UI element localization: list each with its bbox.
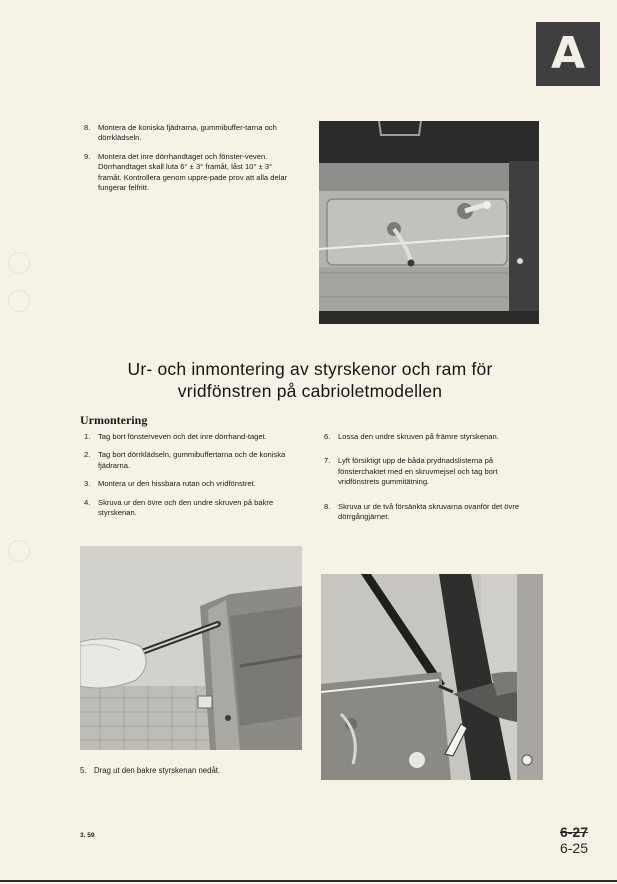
- door-panel-photo: [319, 121, 539, 324]
- step-text: Montera ur den hissbara rutan och vridfönstret.: [98, 479, 256, 489]
- list-item: [84, 123, 296, 144]
- list-item: [84, 479, 296, 489]
- step-number: 9.: [84, 151, 91, 161]
- left-steps-list: [84, 432, 296, 526]
- punch-hole-mark: [8, 252, 30, 274]
- section-tab: [536, 22, 600, 86]
- step-number: 4.: [84, 497, 91, 507]
- title-line-1: Ur- och inmontering av styrskenor och ram för: [127, 359, 493, 379]
- figure-caption: [80, 766, 320, 776]
- step-text: Skruva ur de två försänkta skruvarna ovanför det övre dörrgångjärnet.: [338, 501, 520, 522]
- list-item: [324, 456, 536, 487]
- step-number: 1.: [84, 432, 91, 441]
- right-steps-list: [324, 432, 536, 530]
- step-text: Tag bort dörrklädseln, gummibuffertarna och de koniska fjädrarna.: [98, 450, 286, 470]
- list-item: [84, 432, 296, 442]
- step-text: Lossa den undre skruven på främre styrskenan.: [338, 432, 499, 441]
- page-number: 6-25: [559, 840, 588, 856]
- title-line-2: vridfönstren på cabrioletmodellen: [177, 381, 443, 401]
- step-number: 8.: [324, 501, 331, 511]
- step-number: 3.: [84, 479, 91, 489]
- list-item: [324, 432, 536, 442]
- step-number: 2.: [84, 450, 91, 460]
- punch-hole-mark: [8, 290, 30, 312]
- list-item: [84, 498, 296, 519]
- list-item: [84, 450, 296, 471]
- trim-strip-photo: [321, 574, 543, 780]
- caption-text: Drag ut den bakre styrskenan nedåt.: [94, 766, 221, 775]
- step-text: Montera de koniska fjädrarna, gummibuffer-tarna och dörrklädseln.: [98, 123, 277, 143]
- list-item: [84, 152, 296, 194]
- section-title: [80, 358, 540, 402]
- subheading: Urmontering: [80, 413, 148, 427]
- step-number: 6.: [324, 432, 331, 441]
- list-item: [324, 502, 536, 523]
- date-mark: 3. 59: [80, 832, 95, 839]
- caption-number: 5.: [80, 766, 87, 775]
- rear-guide-rail-photo: [80, 546, 302, 750]
- punch-hole-mark: [8, 540, 30, 562]
- step-text: Skruva ur den övre och den undre skruven på bakre styrskenan.: [98, 497, 274, 518]
- step-number: 7.: [324, 456, 331, 466]
- step-number: 8.: [84, 123, 91, 132]
- section-letter: A: [550, 28, 586, 79]
- old-page-number: 6-27: [559, 824, 588, 840]
- step-text: Lyft försiktigt upp de båda prydnadslisterna på fönsterchaktet med en skruvmejsel och tag bort vridfönstrets gummitätning.: [338, 456, 498, 487]
- top-steps-list: [84, 123, 296, 201]
- step-text: Montera det inre dörrhandtaget och fönster-veven. Dörrhandtaget skall luta 6° ± 3° framåt, låst 10° ± 3° framåt. Kontrollera genom uppre-pade prov att alla delar fungerar felfritt.: [98, 151, 288, 193]
- page-divider: [0, 880, 617, 882]
- step-text: Tag bort fönsterveven och det inre dörrhand-taget.: [98, 432, 267, 441]
